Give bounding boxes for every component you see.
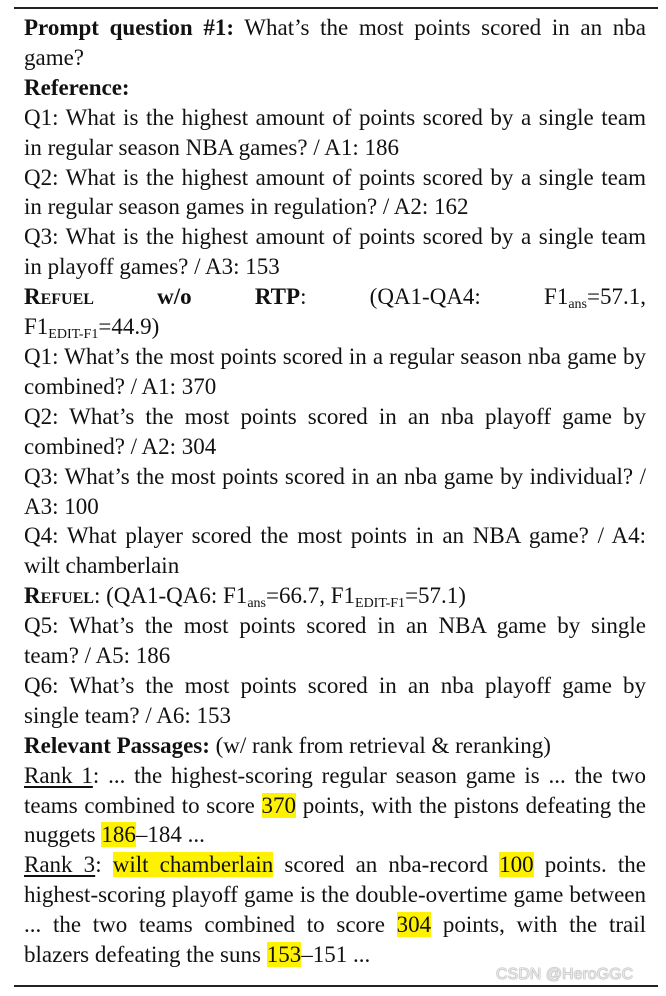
prompt-label: Prompt question #1: (24, 15, 235, 40)
passages-label: Relevant Passages: (24, 732, 210, 758)
f1-edit-value: =44.9) (98, 314, 160, 340)
f1-edit-main: F1 (24, 314, 49, 340)
rank-1-text-1: : ... the highest-scoring regular season game is ... the two teams combined to score (24, 762, 646, 818)
prompt-text: What’s the most points scored in an nba game? (24, 15, 646, 70)
highlight-wilt-chamberlain: wilt chamberlain (112, 852, 274, 878)
refuel-wo-rtp-f1-edit (24, 312, 646, 342)
refuel-rtp-label: RTP (254, 284, 301, 310)
rank-1-text-2: points, with the pistons defeating the nuggets (24, 792, 646, 848)
rank-1-text-3: –184 ... (135, 822, 205, 848)
rank-3-text-2: points. the highest-scoring playoff game is the double-overtime game between ... the two teams combined to score (24, 852, 646, 938)
highlight-304: 304 (396, 912, 432, 938)
passages-note: (w/ rank from retrieval & reranking) (209, 732, 551, 758)
refuel-wo-rtp-header (24, 282, 646, 312)
reference-q1: Q1: What is the highest amount of points scored by a single team in regular season NBA games? / A1: 186 (24, 104, 646, 160)
reference-q2: Q2: What is the highest amount of points scored by a single team in regular season games in regulation? / A2: 162 (24, 164, 646, 220)
refuel-name: Refuel (24, 583, 94, 609)
f1-sub-edit: EDIT-F1 (48, 327, 99, 343)
top-rule (14, 7, 658, 9)
rank-3-text-0: : (95, 852, 113, 878)
refuel-wo-label: w/o (157, 284, 192, 310)
f1-ans-value: =57.1, (587, 284, 646, 310)
passage-rank-1 (24, 761, 646, 851)
refuel-f1-edit-main: F1 (330, 583, 356, 609)
highlight-186: 186 (101, 822, 136, 848)
refuel-wo-rtp-range: (QA1-QA4: (369, 284, 481, 310)
refuel-rtp-group (255, 282, 307, 312)
refuel-q6: Q6: What’s the most points scored in an nba playoff game by single team? / A6: 153 (24, 672, 646, 728)
example-table (24, 13, 646, 970)
rank-3-text-4: –151 ... (301, 942, 371, 968)
highlight-370: 370 (261, 792, 297, 818)
passage-rank-3 (24, 850, 646, 970)
refuel-f1-sub-edit: EDIT-F1 (355, 596, 406, 612)
prompt-question (24, 13, 646, 73)
highlight-100: 100 (499, 852, 534, 878)
refuel-prefix: : (QA1-QA6: (93, 583, 224, 609)
bottom-rule (14, 985, 658, 987)
highlight-153: 153 (266, 942, 302, 968)
refuel-wo-rtp-q4: Q4: What player scored the most points in an NBA game? / A4: wilt chamberlain (24, 523, 646, 579)
refuel-wo-rtp-q3: Q3: What’s the most points scored in an nba game by individual? / A3: 100 (24, 463, 646, 519)
f1-sub-ans: ans (568, 297, 587, 313)
refuel-header (24, 581, 646, 611)
rank-3-label: Rank 3 (24, 852, 96, 878)
refuel-f1-main: F1 (223, 583, 248, 609)
refuel-rtp-colon: : (300, 284, 307, 310)
refuel-wo-rtp-q1: Q1: What’s the most points scored in a regular season nba game by combined? / A1: 370 (24, 343, 646, 399)
refuel-wo-rtp-name: Refuel (24, 284, 94, 310)
refuel-f1-edit-value: =57.1) (405, 583, 466, 609)
passages-header (24, 731, 646, 761)
refuel-q5: Q5: What’s the most points scored in an NBA game by single team? / A5: 186 (24, 613, 646, 669)
rank-1-label: Rank 1 (24, 762, 93, 788)
f1-main: F1 (544, 284, 569, 310)
refuel-f1-ans-value: =66.7, (265, 583, 331, 609)
watermark: CSDN @HeroGGC (496, 966, 634, 983)
refuel-f1-sub-ans: ans (247, 596, 266, 612)
reference-q3: Q3: What is the highest amount of points scored by a single team in playoff games? / A3: 153 (24, 224, 646, 280)
refuel-wo-rtp-f1-ans (544, 282, 646, 312)
refuel-wo-rtp-q2: Q2: What’s the most points scored in an nba playoff game by combined? / A2: 304 (24, 403, 646, 459)
rank-3-text-3: points, with the trail blazers defeating the suns (24, 912, 646, 968)
reference-label: Reference: (24, 74, 130, 100)
rank-3-text-1: scored an nba-record (273, 852, 500, 878)
